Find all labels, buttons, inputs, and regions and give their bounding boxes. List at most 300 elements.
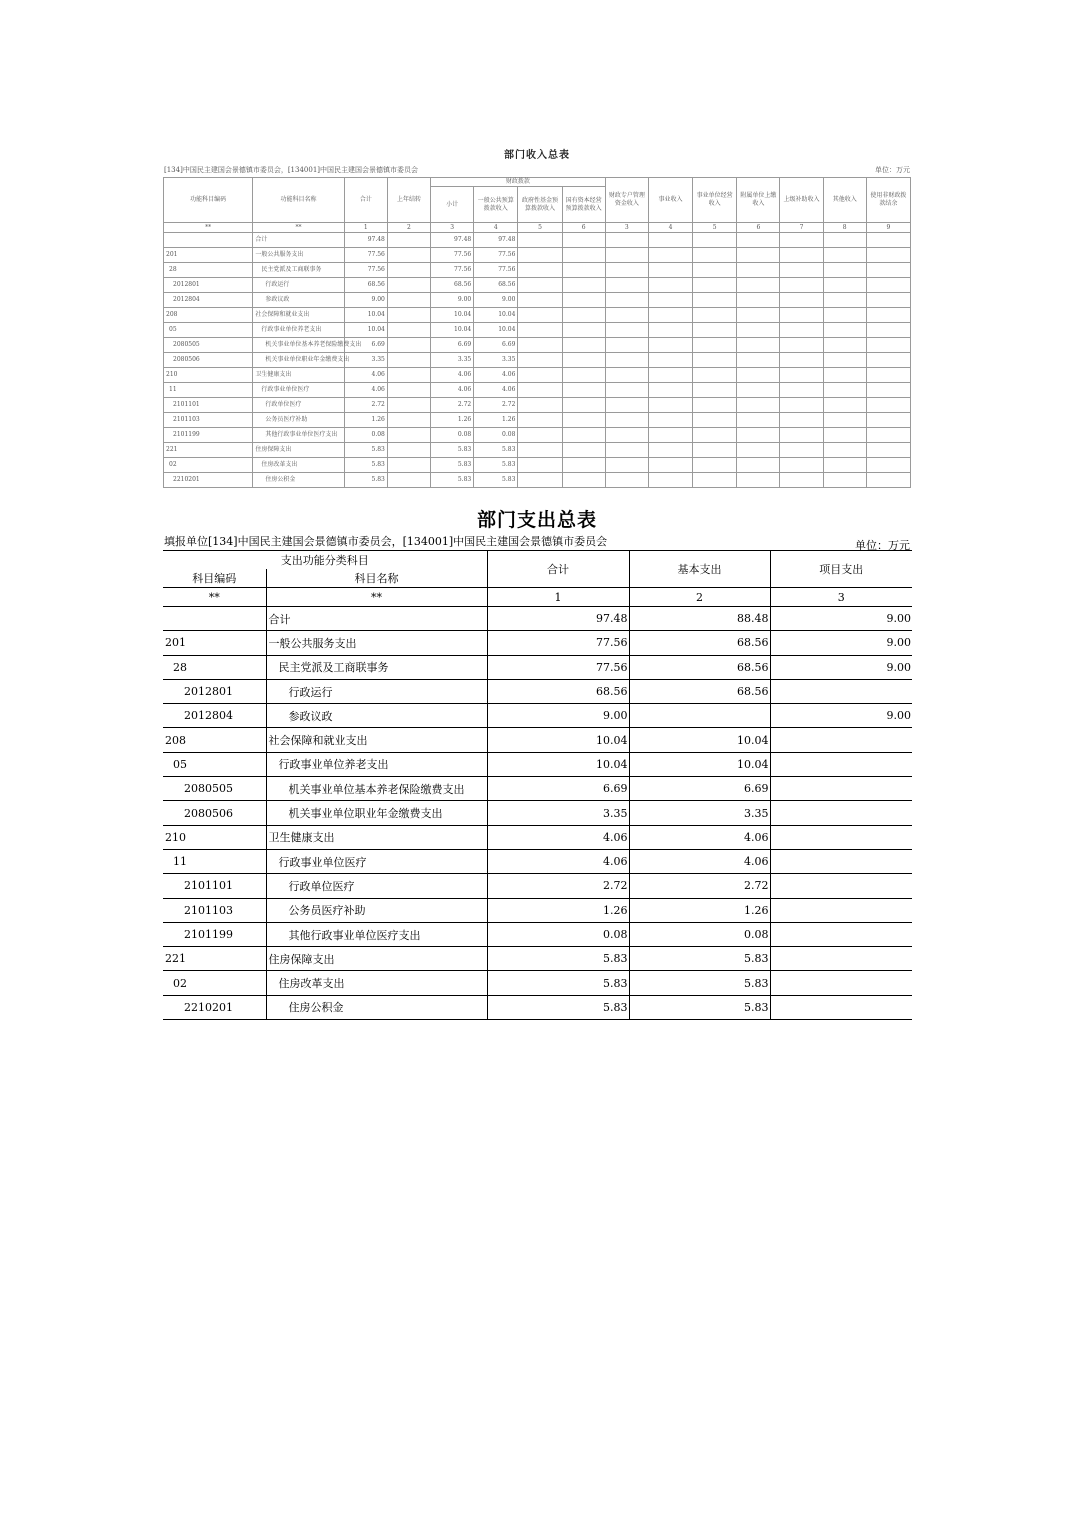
income-general-budget-cell: 5.83 (474, 443, 518, 458)
income-header-gov-fund: 政府性基金预算拨款收入 (518, 187, 562, 223)
expenditure-code-cell: 02 (163, 971, 266, 995)
income-empty-cell (693, 413, 737, 428)
expenditure-code-cell: 2101199 (163, 922, 266, 946)
income-subtotal-cell: 0.08 (431, 428, 474, 443)
income-empty-cell (823, 278, 866, 293)
expenditure-basic-cell: 68.56 (629, 655, 770, 679)
income-index-cell: 2 (387, 223, 430, 233)
income-empty-cell (693, 233, 737, 248)
income-name-cell: 参政议政 (253, 293, 344, 308)
income-empty-cell (823, 233, 866, 248)
expenditure-total-cell: 6.69 (487, 777, 629, 801)
income-subtotal-cell: 4.06 (431, 383, 474, 398)
expenditure-index-cell: 3 (770, 588, 912, 607)
expenditure-basic-cell: 10.04 (629, 752, 770, 776)
income-total-cell: 97.48 (344, 233, 387, 248)
income-empty-cell (605, 278, 648, 293)
income-total-cell: 5.83 (344, 473, 387, 488)
income-code-cell: 2101101 (164, 398, 253, 413)
income-empty-cell (823, 308, 866, 323)
expenditure-basic-cell: 5.83 (629, 947, 770, 971)
income-empty-cell (737, 443, 780, 458)
income-empty-cell (693, 398, 737, 413)
expenditure-table (163, 550, 912, 1020)
expenditure-name-cell: 住房改革支出 (266, 971, 487, 995)
income-empty-cell (780, 413, 823, 428)
expenditure-total-cell: 10.04 (487, 728, 629, 752)
expenditure-name-cell: 行政运行 (266, 679, 487, 703)
income-empty-cell (605, 263, 648, 278)
income-empty-cell (866, 443, 910, 458)
income-table-row (164, 443, 911, 458)
expenditure-total-cell: 77.56 (487, 631, 629, 655)
income-empty-cell (605, 248, 648, 263)
expenditure-project-cell (770, 777, 912, 801)
income-total-cell: 4.06 (344, 383, 387, 398)
income-empty-cell (518, 428, 562, 443)
income-empty-cell (866, 293, 910, 308)
income-subtotal-cell: 6.69 (431, 338, 474, 353)
income-empty-cell (693, 308, 737, 323)
income-empty-cell (780, 308, 823, 323)
expenditure-header-group: 支出功能分类科目 (280, 554, 369, 567)
income-table-row (164, 473, 911, 488)
income-empty-cell (562, 248, 605, 263)
income-empty-cell (737, 458, 780, 473)
income-code-cell: 2101103 (164, 413, 253, 428)
income-carryover-cell (387, 263, 430, 278)
expenditure-name-cell: 合计 (266, 607, 487, 631)
income-empty-cell (518, 323, 562, 338)
income-empty-cell (648, 278, 692, 293)
expenditure-table-row (163, 631, 912, 655)
expenditure-total-cell: 5.83 (487, 947, 629, 971)
income-general-budget-cell: 9.00 (474, 293, 518, 308)
income-empty-cell (518, 458, 562, 473)
expenditure-total-cell: 5.83 (487, 971, 629, 995)
income-empty-cell (693, 473, 737, 488)
income-empty-cell (866, 473, 910, 488)
income-header-superior: 上级补助收入 (780, 178, 823, 223)
income-index-cell: 8 (823, 223, 866, 233)
income-empty-cell (823, 248, 866, 263)
income-empty-cell (866, 233, 910, 248)
income-empty-cell (648, 338, 692, 353)
income-header-other: 其他收入 (823, 178, 866, 223)
expenditure-table-row (163, 728, 912, 752)
income-name-cell: 行政单位医疗 (253, 398, 344, 413)
income-carryover-cell (387, 413, 430, 428)
expenditure-table-row (163, 752, 912, 776)
income-empty-cell (693, 263, 737, 278)
income-table-row (164, 398, 911, 413)
income-empty-cell (562, 413, 605, 428)
income-empty-cell (518, 263, 562, 278)
expenditure-project-cell (770, 947, 912, 971)
income-subtotal-cell: 10.04 (431, 308, 474, 323)
income-empty-cell (518, 338, 562, 353)
income-empty-cell (737, 233, 780, 248)
income-carryover-cell (387, 398, 430, 413)
expenditure-name-cell: 社会保障和就业支出 (266, 728, 487, 752)
income-code-cell: 2080505 (164, 338, 253, 353)
income-total-cell: 2.72 (344, 398, 387, 413)
expenditure-table-row (163, 849, 912, 873)
expenditure-table-row (163, 825, 912, 849)
income-empty-cell (693, 293, 737, 308)
income-general-budget-cell: 6.69 (474, 338, 518, 353)
income-carryover-cell (387, 278, 430, 293)
income-empty-cell (823, 398, 866, 413)
income-empty-cell (823, 338, 866, 353)
expenditure-code-cell: 201 (163, 631, 266, 655)
income-total-cell: 5.83 (344, 443, 387, 458)
income-carryover-cell (387, 248, 430, 263)
income-name-cell: 行政事业单位医疗 (253, 383, 344, 398)
income-total-cell: 77.56 (344, 263, 387, 278)
income-code-cell: 28 (164, 263, 253, 278)
income-index-cell: 3 (605, 223, 648, 233)
expenditure-project-cell (770, 898, 912, 922)
expenditure-basic-cell: 68.56 (629, 679, 770, 703)
income-empty-cell (605, 473, 648, 488)
expenditure-project-cell (770, 922, 912, 946)
income-table-row (164, 308, 911, 323)
income-empty-cell (518, 413, 562, 428)
expenditure-project-cell: 9.00 (770, 704, 912, 728)
income-name-cell: 行政运行 (253, 278, 344, 293)
expenditure-project-cell: 9.00 (770, 631, 912, 655)
income-header-affiliated: 附属单位上缴收入 (737, 178, 780, 223)
income-empty-cell (866, 323, 910, 338)
expenditure-index-cell: 1 (487, 588, 629, 607)
income-carryover-cell (387, 473, 430, 488)
income-general-budget-cell: 2.72 (474, 398, 518, 413)
income-empty-cell (737, 278, 780, 293)
expenditure-table-title: 部门支出总表 (476, 509, 597, 531)
expenditure-basic-cell: 6.69 (629, 777, 770, 801)
income-empty-cell (648, 323, 692, 338)
income-header-code: 功能科目编码 (164, 178, 253, 223)
income-empty-cell (737, 413, 780, 428)
income-empty-cell (866, 353, 910, 368)
income-empty-cell (605, 308, 648, 323)
income-general-budget-cell: 4.06 (474, 383, 518, 398)
expenditure-project-cell (770, 801, 912, 825)
income-name-cell: 合计 (253, 233, 344, 248)
income-empty-cell (518, 233, 562, 248)
income-header-business: 事业收入 (648, 178, 692, 223)
expenditure-basic-cell: 3.35 (629, 801, 770, 825)
income-empty-cell (562, 398, 605, 413)
expenditure-table-row (163, 971, 912, 995)
income-empty-cell (562, 278, 605, 293)
income-empty-cell (737, 473, 780, 488)
income-empty-cell (866, 383, 910, 398)
income-empty-cell (648, 443, 692, 458)
income-name-cell: 住房改革支出 (253, 458, 344, 473)
income-empty-cell (866, 248, 910, 263)
income-empty-cell (780, 263, 823, 278)
expenditure-code-cell: 210 (163, 825, 266, 849)
income-name-cell: 机关事业单位基本养老保险缴费支出 (253, 338, 344, 353)
income-empty-cell (780, 443, 823, 458)
expenditure-basic-cell: 1.26 (629, 898, 770, 922)
expenditure-basic-cell: 5.83 (629, 971, 770, 995)
income-table (163, 177, 911, 488)
income-empty-cell (562, 308, 605, 323)
income-empty-cell (648, 293, 692, 308)
expenditure-project-cell: 9.00 (770, 655, 912, 679)
income-table-row (164, 383, 911, 398)
expenditure-index-cell: ** (266, 588, 487, 607)
expenditure-basic-cell: 5.83 (629, 995, 770, 1019)
expenditure-name-cell: 民主党派及工商联事务 (266, 655, 487, 679)
income-empty-cell (780, 398, 823, 413)
income-empty-cell (737, 248, 780, 263)
expenditure-project-cell (770, 995, 912, 1019)
income-empty-cell (737, 368, 780, 383)
income-empty-cell (866, 308, 910, 323)
income-code-cell: 210 (164, 368, 253, 383)
income-code-cell (164, 233, 253, 248)
expenditure-project-cell (770, 874, 912, 898)
income-empty-cell (693, 458, 737, 473)
income-code-cell: 208 (164, 308, 253, 323)
income-empty-cell (518, 473, 562, 488)
income-empty-cell (780, 368, 823, 383)
expenditure-total-cell: 10.04 (487, 752, 629, 776)
income-empty-cell (823, 323, 866, 338)
income-table-row (164, 293, 911, 308)
income-header-general-budget: 一般公共预算拨款收入 (474, 187, 518, 223)
income-table-row (164, 428, 911, 443)
income-empty-cell (823, 383, 866, 398)
income-carryover-cell (387, 323, 430, 338)
income-empty-cell (518, 443, 562, 458)
income-empty-cell (823, 473, 866, 488)
income-empty-cell (518, 248, 562, 263)
income-code-cell: 201 (164, 248, 253, 263)
income-name-cell: 卫生健康支出 (253, 368, 344, 383)
income-index-cell: 4 (648, 223, 692, 233)
income-index-cell: ** (164, 223, 253, 233)
income-general-budget-cell: 77.56 (474, 263, 518, 278)
income-subtotal-cell: 9.00 (431, 293, 474, 308)
income-carryover-cell (387, 308, 430, 323)
income-header-special-fund: 财政专户管理资金收入 (605, 178, 648, 223)
income-table-row (164, 368, 911, 383)
expenditure-header-total: 合计 (487, 551, 629, 588)
expenditure-table-row (163, 922, 912, 946)
expenditure-code-cell: 28 (163, 655, 266, 679)
income-empty-cell (562, 353, 605, 368)
income-empty-cell (823, 428, 866, 443)
income-table-title: 部门收入总表 (504, 150, 570, 161)
income-empty-cell (605, 398, 648, 413)
expenditure-basic-cell: 10.04 (629, 728, 770, 752)
income-empty-cell (562, 293, 605, 308)
income-empty-cell (648, 473, 692, 488)
expenditure-project-cell (770, 849, 912, 873)
income-name-cell: 行政事业单位养老支出 (253, 323, 344, 338)
expenditure-name-cell: 公务员医疗补助 (266, 898, 487, 922)
income-empty-cell (737, 308, 780, 323)
income-table-row (164, 338, 911, 353)
income-empty-cell (823, 368, 866, 383)
income-empty-cell (780, 473, 823, 488)
expenditure-table-row (163, 704, 912, 728)
income-header-name: 功能科目名称 (253, 178, 344, 223)
income-empty-cell (866, 263, 910, 278)
income-total-cell: 9.00 (344, 293, 387, 308)
income-empty-cell (605, 428, 648, 443)
expenditure-project-cell: 9.00 (770, 607, 912, 631)
income-subtotal-cell: 97.48 (431, 233, 474, 248)
income-table-row (164, 248, 911, 263)
income-carryover-cell (387, 428, 430, 443)
income-name-cell: 社会保障和就业支出 (253, 308, 344, 323)
income-empty-cell (518, 383, 562, 398)
income-empty-cell (737, 428, 780, 443)
income-subtotal-cell: 1.26 (431, 413, 474, 428)
income-empty-cell (605, 458, 648, 473)
income-code-cell: 2012801 (164, 278, 253, 293)
income-code-cell: 2210201 (164, 473, 253, 488)
income-empty-cell (648, 413, 692, 428)
income-general-budget-cell: 10.04 (474, 323, 518, 338)
expenditure-table-row (163, 874, 912, 898)
expenditure-project-cell (770, 825, 912, 849)
income-empty-cell (518, 293, 562, 308)
income-general-budget-cell: 10.04 (474, 308, 518, 323)
income-subtotal-cell: 77.56 (431, 263, 474, 278)
income-empty-cell (562, 383, 605, 398)
income-subtotal-cell: 5.83 (431, 473, 474, 488)
expenditure-code-cell: 2080505 (163, 777, 266, 801)
income-header-carryover: 上年结转 (387, 178, 430, 223)
income-empty-cell (648, 398, 692, 413)
expenditure-name-cell: 其他行政事业单位医疗支出 (266, 922, 487, 946)
income-empty-cell (693, 323, 737, 338)
income-index-cell: 7 (780, 223, 823, 233)
income-subtotal-cell: 10.04 (431, 323, 474, 338)
income-table-row (164, 263, 911, 278)
expenditure-basic-cell: 68.56 (629, 631, 770, 655)
income-unit-label: 单位：万元 (875, 166, 910, 174)
income-empty-cell (518, 353, 562, 368)
income-name-cell: 住房公积金 (253, 473, 344, 488)
income-carryover-cell (387, 368, 430, 383)
expenditure-name-cell: 行政事业单位医疗 (266, 849, 487, 873)
income-subtotal-cell: 68.56 (431, 278, 474, 293)
income-code-cell: 2080506 (164, 353, 253, 368)
income-empty-cell (648, 233, 692, 248)
income-empty-cell (866, 413, 910, 428)
income-name-cell: 其他行政事业单位医疗支出 (253, 428, 344, 443)
expenditure-basic-cell: 0.08 (629, 922, 770, 946)
income-general-budget-cell: 1.26 (474, 413, 518, 428)
income-empty-cell (780, 428, 823, 443)
income-subtotal-cell: 3.35 (431, 353, 474, 368)
income-empty-cell (605, 413, 648, 428)
income-index-cell: 6 (737, 223, 780, 233)
income-empty-cell (737, 383, 780, 398)
expenditure-project-cell (770, 752, 912, 776)
income-empty-cell (737, 263, 780, 278)
income-empty-cell (823, 293, 866, 308)
income-empty-cell (605, 338, 648, 353)
expenditure-table-row (163, 679, 912, 703)
expenditure-total-cell: 68.56 (487, 679, 629, 703)
income-index-cell: 5 (518, 223, 562, 233)
income-empty-cell (866, 428, 910, 443)
expenditure-header-basic: 基本支出 (629, 551, 770, 588)
income-empty-cell (693, 338, 737, 353)
income-empty-cell (780, 323, 823, 338)
expenditure-total-cell: 5.83 (487, 995, 629, 1019)
income-header-total: 合计 (344, 178, 387, 223)
income-empty-cell (605, 233, 648, 248)
income-table-row (164, 323, 911, 338)
expenditure-header-name: 科目名称 (266, 569, 487, 588)
expenditure-code-cell: 221 (163, 947, 266, 971)
expenditure-name-cell: 卫生健康支出 (266, 825, 487, 849)
income-carryover-cell (387, 443, 430, 458)
income-code-cell: 221 (164, 443, 253, 458)
income-empty-cell (693, 428, 737, 443)
income-empty-cell (605, 443, 648, 458)
income-name-cell: 机关事业单位职业年金缴费支出 (253, 353, 344, 368)
income-general-budget-cell: 5.83 (474, 473, 518, 488)
income-index-row (164, 223, 911, 233)
income-empty-cell (562, 473, 605, 488)
expenditure-index-cell: ** (163, 588, 266, 607)
income-empty-cell (648, 368, 692, 383)
income-subtotal-cell: 4.06 (431, 368, 474, 383)
income-carryover-cell (387, 383, 430, 398)
expenditure-code-cell: 2101103 (163, 898, 266, 922)
income-empty-cell (693, 443, 737, 458)
income-name-cell: 一般公共服务支出 (253, 248, 344, 263)
expenditure-name-cell: 机关事业单位职业年金缴费支出 (266, 801, 487, 825)
income-total-cell: 0.08 (344, 428, 387, 443)
income-header-subtotal: 小计 (431, 187, 474, 223)
income-total-cell: 4.06 (344, 368, 387, 383)
income-empty-cell (518, 398, 562, 413)
income-general-budget-cell: 77.56 (474, 248, 518, 263)
income-empty-cell (648, 263, 692, 278)
income-empty-cell (823, 353, 866, 368)
income-empty-cell (823, 263, 866, 278)
income-code-cell: 02 (164, 458, 253, 473)
expenditure-name-cell: 参政议政 (266, 704, 487, 728)
income-empty-cell (823, 443, 866, 458)
income-carryover-cell (387, 353, 430, 368)
income-empty-cell (518, 308, 562, 323)
income-subtotal-cell: 77.56 (431, 248, 474, 263)
expenditure-table-row (163, 898, 912, 922)
income-code-cell: 05 (164, 323, 253, 338)
income-empty-cell (693, 368, 737, 383)
income-empty-cell (737, 353, 780, 368)
expenditure-project-cell (770, 971, 912, 995)
income-empty-cell (866, 368, 910, 383)
income-carryover-cell (387, 233, 430, 248)
expenditure-total-cell: 4.06 (487, 849, 629, 873)
expenditure-table-row (163, 777, 912, 801)
expenditure-name-cell: 住房公积金 (266, 995, 487, 1019)
